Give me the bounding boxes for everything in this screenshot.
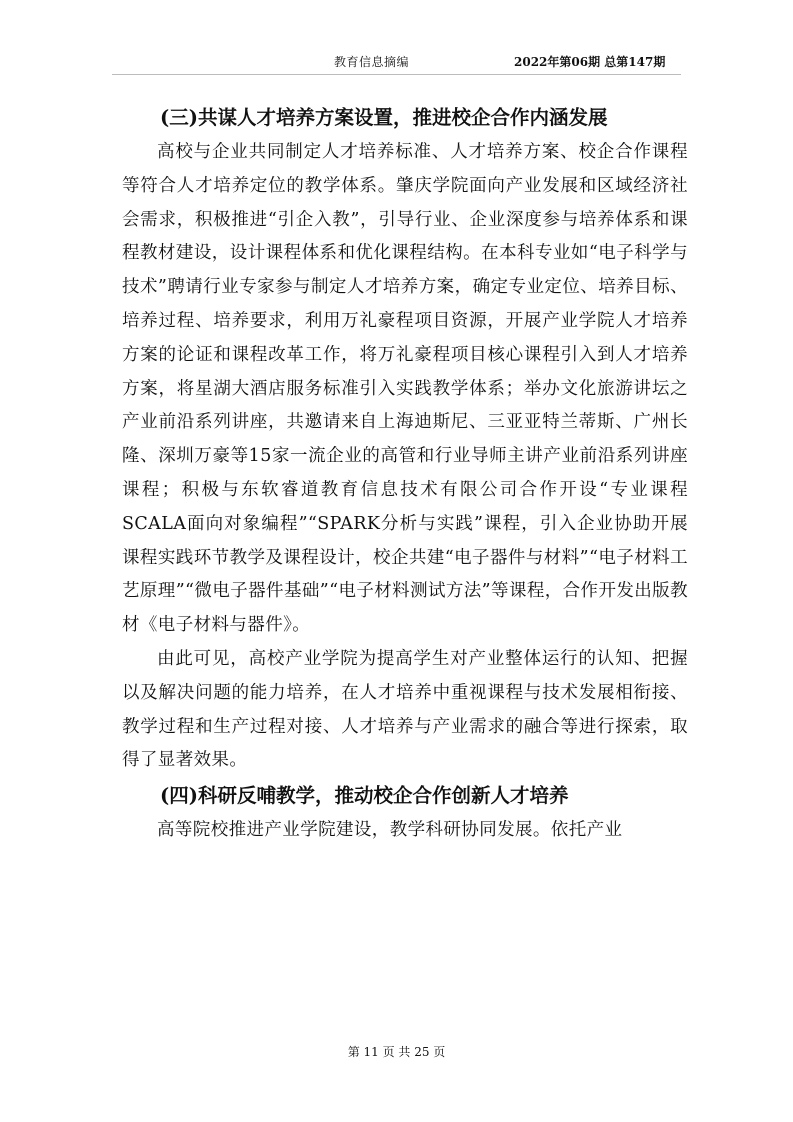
page-number: 第 11 页 共 25 页: [347, 1045, 446, 1059]
header-divider: [112, 74, 681, 75]
paragraph: 高校与企业共同制定人才培养标准、人才培养方案、校企合作课程等符合人才培养定位的教学体系。肇庆学院面向产业发展和区域经济社会需求，积极推进“引企入教”，引导行业、企业深度参与培养体系和课程教材建设，设计课程体系和优化课程结构。在本科专业如“电子科学与技术”聘请行业专家参与制定人才培养方案，确定专业定位、培养目标、培养过程、培养要求，利用万礼豪程项目资源，开展产业学院人才培养方案的论证和课程改革工作，将万礼豪程项目核心课程引入到人才培养方案，将星湖大酒店服务标准引入实践教学体系；举办文化旅游讲坛之产业前沿系列讲座，共邀请来自上海迪斯尼、三亚亚特兰蒂斯、广州长隆、深圳万豪等15家一流企业的高管和行业导师主讲产业前沿系列讲座课程；积极与东软睿道教育信息技术有限公司合作开设“专业课程SCALA面向对象编程”“SPARK分析与实践”课程，引入企业协助开展课程实践环节教学及课程设计，校企共建“电子器件与材料”“电子材料工艺原理”“微电子器件基础”“电子材料测试方法”等课程，合作开发出版教材《电子材料与器件》。: [122, 142, 688, 636]
section-heading-3: (三)共谋人才培养方案设置，推进校企合作内涵发展: [160, 106, 608, 129]
paragraph: 高等院校推进产业学院建设，教学科研协同发展。依托产业: [157, 820, 623, 841]
section-heading-4: (四)科研反哺教学，推动校企合作创新人才培养: [160, 784, 569, 808]
article-body: [122, 100, 688, 848]
paragraph: 由此可见，高校产业学院为提高学生对产业整体运行的认知、把握以及解决问题的能力培养，在人才培养中重视课程与技术发展相衔接、教学过程和生产过程对接、人才培养与产业需求的融合等进行探索，取得了显著效果。: [122, 648, 688, 771]
journal-title: 教育信息摘编: [334, 55, 410, 69]
issue-number: 2022年第06期 总第147期: [514, 55, 666, 69]
